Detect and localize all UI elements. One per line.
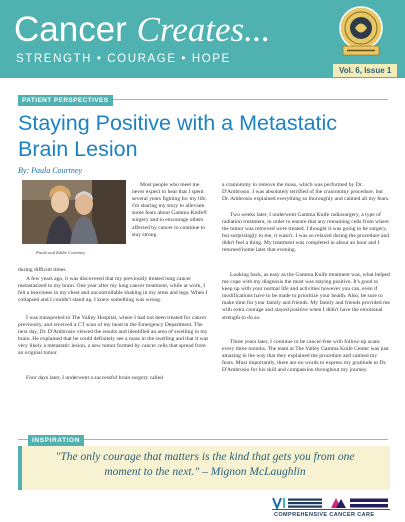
program-name: COMPREHENSIVE CANCER CARE [274, 512, 375, 518]
tagline: STRENGTH • COURAGE • HOPE [16, 53, 231, 65]
issue-badge: Vol. 6, Issue 1 [333, 64, 397, 77]
section-label: PATIENT PERSPECTIVES [18, 95, 113, 106]
article-paragraph: a craniotomy to remove the mass, which was performed by Dr. D'Ambrosio. I was absolutely terrified of the craniotomy procedure, but Dr. Ambrosio explained everything so thoroughly and calmed all my fears. [222, 182, 390, 203]
inspiration-quote [30, 450, 380, 480]
article-paragraph: Looking back, as easy as the Gamma Knife treatment was, what helped me cope with my diagnosis the most was staying positive. It's good to keep up with your normal life and activities however you can, even if modifications have to be made to prioritize your health. Also, be sure to make time for your family and friends. My family and friends provided me with extra courage and stayed positive when I didn't have the emotional strength to do so. [222, 272, 390, 321]
article-paragraph: Most people who meet me never expect to hear that I spent several years fighting for my life. I'm sharing my story to alleviate some fears about Gamma Knife® surgery and to encourage others affected by cancer to continue to stay strong [132, 182, 208, 238]
article-byline: By: Paula Courtney [18, 166, 82, 175]
article-paragraph: during difficult times. [18, 267, 67, 273]
author-photo [22, 180, 126, 244]
valley-health-system-logo [272, 497, 324, 509]
article-headline: Staying Positive with a Metastatic Brain Lesion [18, 111, 338, 161]
inspiration-label: INSPIRATION [28, 435, 84, 446]
article-paragraph: I was transported to The Valley Hospital, where I had not been treated for cancer previously, and received a CT scan of my head in the Emergency Department. The next day, Dr. D'Ambrosio viewed the results and identified an area of swelling in my brain. He explained that he could definitely see a mass in the swelling and that it was very likely a metastatic lesion, a new tumor formed by cancer cells that spread from an original tumor. [18, 315, 209, 357]
mount-sinai-logo [330, 497, 390, 509]
article-paragraph: Three years later, I continue to be cancer-free with follow-up scans every three months. The team at The Valley Gamma Knife Center was just amazing in the way that they explained the procedure and calmed my fears. Most importantly, there are no words to express my gratitude to Dr. D'Ambrosio for his skill and compassion throughout my journey. [222, 339, 389, 374]
award-seal-icon [335, 4, 387, 60]
article-paragraph: Two weeks later, I underwent Gamma Knife radiosurgery, a type of radiation treatment, in order to ensure that any remaining cells from where the tumor was removed were treated. I thought it was going to be surgery, but surprisingly to me, it wasn't. I was so relaxed during the procedure and didn't feel a thing. My treatment was completed in about an hour and I returned home later that evening. [222, 212, 390, 254]
quote-line-1: "The only courage that matters is the kind that gets you from one [55, 451, 355, 463]
logo-divider [272, 509, 390, 510]
article-paragraph: A few years ago, it was discovered that my previously treated lung cancer metastasized to my brain. One year after my lung cancer treatment, while at work, I felt a heaviness in my chest and uncontrollable shaking in my arms and legs. When I collapsed and I couldn't stand up, I knew something was wrong. [18, 276, 208, 304]
title-italic: Creates... [136, 10, 271, 49]
mount-sinai-name: Mount Sinai [330, 497, 335, 498]
photo-caption: Paula and Eddie Courtney [36, 250, 86, 255]
quote-line-2: moment to the next." – Mignon McLaughlin [104, 466, 306, 478]
title-main: Cancer [14, 10, 137, 49]
article-paragraph: Four days later, I underwent a successful brain surgery called [26, 375, 163, 381]
publication-title [14, 12, 270, 48]
valley-health-name: Valley Health System [272, 497, 281, 498]
